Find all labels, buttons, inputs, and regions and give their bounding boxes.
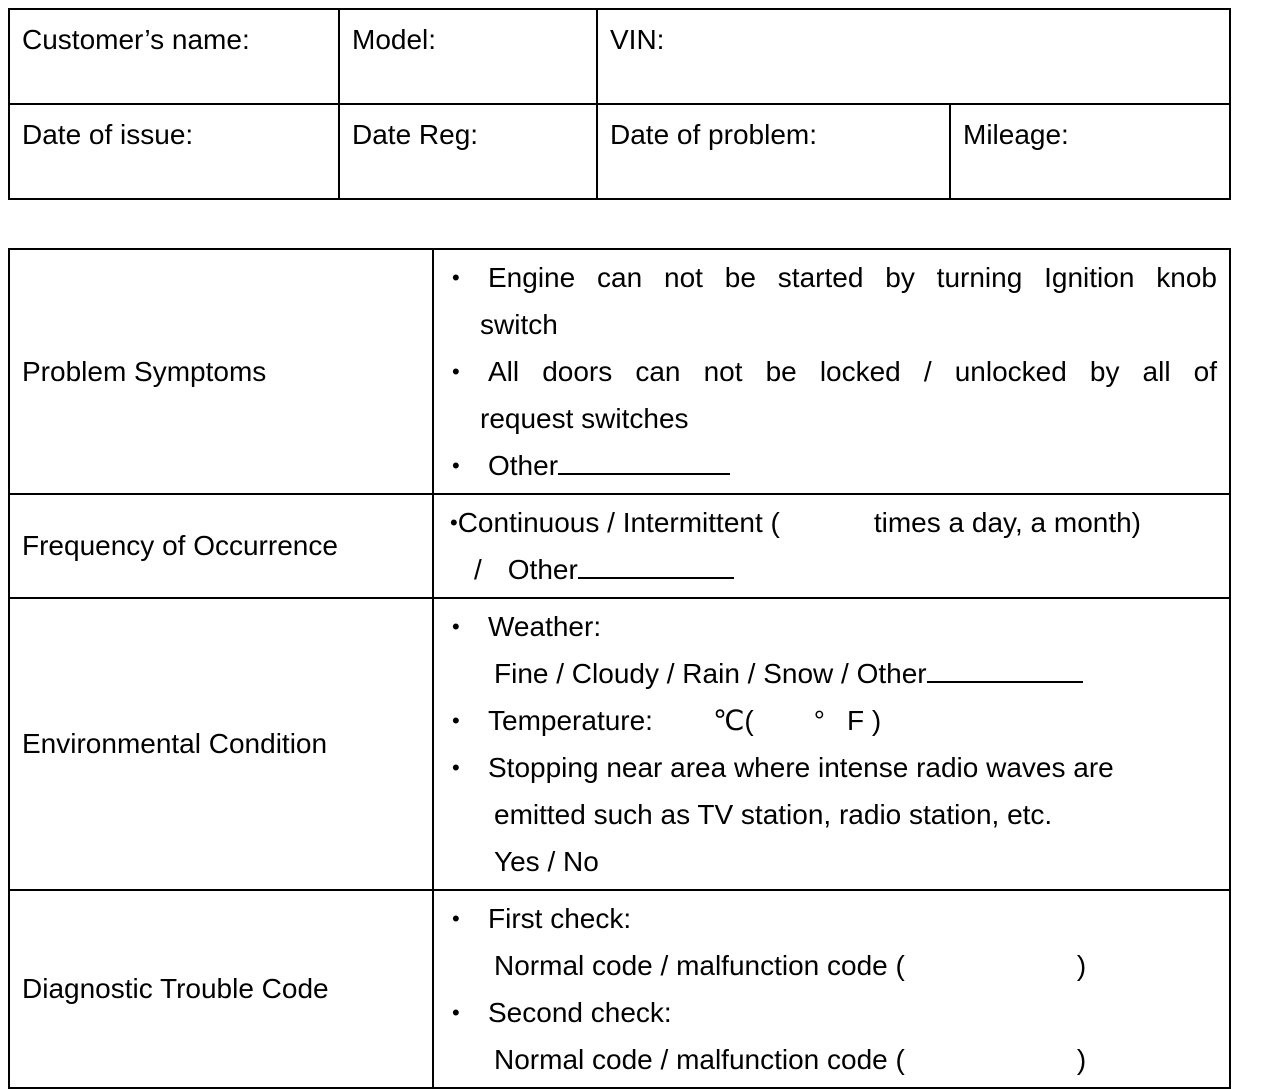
- vin-field[interactable]: [597, 9, 1230, 104]
- dtc-row: [9, 890, 1230, 1088]
- weather-options[interactable]: Fine / Cloudy / Rain / Snow / Other: [452, 650, 1217, 697]
- problem-symptoms-row: [9, 249, 1230, 494]
- radio-wave-item: • Stopping near area where intense radio waves are: [452, 744, 1217, 791]
- radio-wave-item-cont: emitted such as TV station, radio station, etc.: [494, 799, 1053, 830]
- symptom-item-doors-cont: request switches: [480, 403, 689, 434]
- weather-other-blank[interactable]: [927, 659, 1083, 683]
- symptom-item-engine-cont: switch: [480, 309, 558, 340]
- bullet: •: [452, 1000, 460, 1025]
- model-label: Model:: [352, 24, 437, 55]
- mileage-field[interactable]: [950, 104, 1230, 199]
- radio-wave-answer[interactable]: Yes / No: [494, 846, 599, 877]
- dtc-label: Diagnostic Trouble Code: [9, 890, 433, 1088]
- first-check-item: • First check:: [452, 895, 1217, 942]
- bullet: •: [452, 755, 460, 780]
- other-blank[interactable]: [558, 451, 730, 475]
- date-of-problem-field[interactable]: [597, 104, 950, 199]
- date-of-problem-label: Date of problem:: [610, 119, 817, 150]
- temperature-item[interactable]: • Temperature: ℃( ° F ): [452, 697, 1217, 744]
- problem-symptoms-content[interactable]: [433, 249, 1230, 494]
- symptom-item-engine[interactable]: • Engine can not be started by turning Ignition knob: [452, 254, 1217, 301]
- second-check-item: • Second check:: [452, 989, 1217, 1036]
- frequency-line-1: •Continuous / Intermittent ( times a day, a month): [450, 507, 1142, 538]
- problem-detail-table: [8, 248, 1231, 1089]
- degree-symbol: °: [813, 705, 825, 736]
- date-reg-label: Date Reg:: [352, 119, 479, 150]
- customer-name-field[interactable]: [9, 9, 339, 104]
- frequency-line-2: / Other: [450, 546, 1217, 593]
- environment-content[interactable]: [433, 598, 1230, 890]
- bullet: •: [452, 453, 460, 478]
- frequency-label: Frequency of Occurrence: [9, 494, 433, 598]
- environment-label: Environmental Condition: [9, 598, 433, 890]
- environment-row: [9, 598, 1230, 890]
- date-of-issue-field[interactable]: [9, 104, 339, 199]
- bullet: •: [452, 708, 460, 733]
- bullet: •: [452, 359, 460, 384]
- dtc-content[interactable]: [433, 890, 1230, 1088]
- second-check-code[interactable]: Normal code / malfunction code ( ): [494, 1044, 1087, 1075]
- bullet: •: [452, 614, 460, 639]
- fahrenheit-unit: F ): [846, 705, 882, 736]
- problem-symptoms-label: Problem Symptoms: [9, 249, 433, 494]
- customer-name-label: Customer’s name:: [22, 24, 250, 55]
- date-reg-field[interactable]: [339, 104, 597, 199]
- frequency-row: [9, 494, 1230, 598]
- celsius-unit: ℃(: [712, 705, 754, 736]
- symptom-item-doors[interactable]: • All doors can not be locked / unlocked by all of: [452, 348, 1217, 395]
- vehicle-info-table: [8, 8, 1231, 200]
- weather-item: • Weather:: [452, 603, 1217, 650]
- model-field[interactable]: [339, 9, 597, 104]
- date-of-issue-label: Date of issue:: [22, 119, 194, 150]
- bullet: •: [452, 906, 460, 931]
- first-check-code[interactable]: Normal code / malfunction code ( ): [494, 950, 1087, 981]
- bullet: •: [452, 265, 460, 290]
- mileage-label: Mileage:: [963, 119, 1069, 150]
- vin-label: VIN:: [610, 24, 665, 55]
- symptom-item-other[interactable]: • Other: [452, 442, 1217, 489]
- frequency-content[interactable]: [433, 494, 1230, 598]
- bullet: •: [450, 510, 458, 535]
- frequency-other-blank[interactable]: [578, 555, 734, 579]
